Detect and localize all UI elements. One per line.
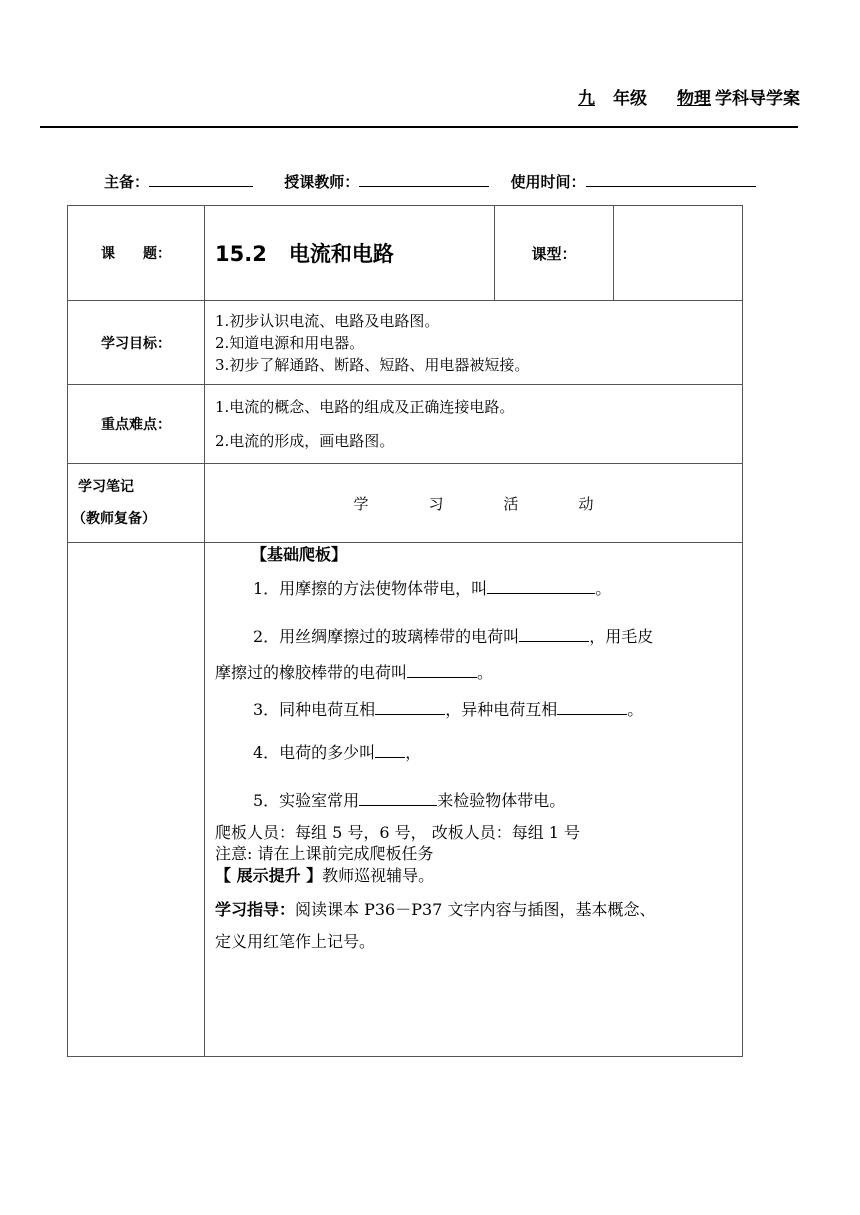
grade-field: 九 bbox=[578, 89, 595, 109]
goals-label: 学习目标： bbox=[68, 301, 205, 385]
notes-label-cell bbox=[68, 464, 205, 543]
time-label: 使用时间： bbox=[510, 173, 586, 191]
answer-blank[interactable] bbox=[519, 627, 589, 642]
topic-row bbox=[68, 206, 743, 301]
key-item: 1.电流的概念、电路的组成及正确连接电路。 bbox=[215, 398, 515, 416]
lead-label: 主备： bbox=[104, 173, 150, 191]
subject-field: 物理 bbox=[677, 89, 711, 109]
key-cell bbox=[205, 385, 743, 464]
answer-blank[interactable] bbox=[557, 700, 627, 715]
question-2: 2．用丝绸摩擦过的玻璃棒带的电荷叫 ，用毛皮 bbox=[253, 627, 654, 646]
header-suffix: 学科导学案 bbox=[715, 89, 800, 109]
type-label: 课型： bbox=[495, 206, 614, 301]
answer-blank[interactable] bbox=[375, 700, 445, 715]
question-3: 3．同种电荷互相 ，异种电荷互相 。 bbox=[253, 700, 644, 719]
question-4: 4．电荷的多少叫 ， bbox=[253, 743, 422, 762]
answer-blank[interactable] bbox=[359, 791, 437, 806]
goal-item: 3.初步了解通路、断路、短路、用电器被短接。 bbox=[215, 355, 530, 374]
goal-item: 1.初步认识电流、电路及电路图。 bbox=[215, 311, 440, 330]
teacher-label: 授课教师： bbox=[284, 173, 360, 191]
answer-blank[interactable] bbox=[375, 743, 405, 758]
topic-title bbox=[205, 206, 495, 301]
goals-row bbox=[68, 301, 743, 385]
key-row bbox=[68, 385, 743, 464]
study-guide-continued: 定义用红笔作上记号。 bbox=[215, 932, 376, 951]
time-blank[interactable] bbox=[586, 172, 756, 187]
notes-cell[interactable] bbox=[68, 543, 205, 1057]
content-cell bbox=[205, 543, 743, 1057]
content-row bbox=[68, 543, 743, 1057]
topic-label: 课 题： bbox=[68, 206, 205, 301]
lesson-table bbox=[67, 205, 743, 1057]
goal-item: 2.知道电源和用电器。 bbox=[215, 333, 365, 352]
question-2-continued: 摩擦过的橡胶棒带的电荷叫 。 bbox=[215, 663, 494, 682]
study-guide: 学习指导：阅读课本 P36－P37 文字内容与插图，基本概念、 bbox=[215, 900, 656, 919]
grade-suffix: 年级 bbox=[613, 89, 647, 109]
section-display: 【 展示提升 】教师巡视辅导。 bbox=[215, 866, 435, 885]
section-display-title: 【 展示提升 】 bbox=[215, 866, 323, 885]
staff-line: 爬板人员：每组 5 号，6 号， 改板人员：每组 1 号 bbox=[215, 823, 581, 842]
teacher-blank[interactable] bbox=[359, 172, 489, 187]
goals-cell bbox=[205, 301, 743, 385]
type-value-cell bbox=[614, 206, 743, 301]
key-label: 重点难点： bbox=[68, 385, 205, 464]
topic-name: 电流和电路 bbox=[288, 242, 394, 266]
notes-sublabel: （教师复备） bbox=[72, 511, 156, 527]
meta-line bbox=[104, 171, 756, 192]
study-guide-label: 学习指导： bbox=[215, 900, 296, 919]
answer-blank[interactable] bbox=[487, 579, 595, 594]
notes-header-row bbox=[68, 464, 743, 543]
section-basic-title: 【基础爬板】 bbox=[251, 545, 348, 564]
notes-label: 学习笔记 bbox=[78, 479, 134, 495]
header-rule bbox=[40, 126, 798, 128]
key-item: 2.电流的形成，画电路图。 bbox=[215, 432, 395, 450]
document-header bbox=[556, 84, 800, 109]
question-1: 1．用摩擦的方法使物体带电，叫 。 bbox=[253, 579, 612, 598]
answer-blank[interactable] bbox=[407, 663, 477, 678]
activity-heading: 学 习 活 动 bbox=[205, 464, 743, 543]
lead-blank[interactable] bbox=[149, 172, 253, 187]
notice-line: 注意: 请在上课前完成爬板任务 bbox=[215, 844, 434, 863]
question-5: 5．实验室常用 来检验物体带电。 bbox=[253, 791, 566, 810]
topic-number: 15.2 bbox=[215, 242, 267, 266]
